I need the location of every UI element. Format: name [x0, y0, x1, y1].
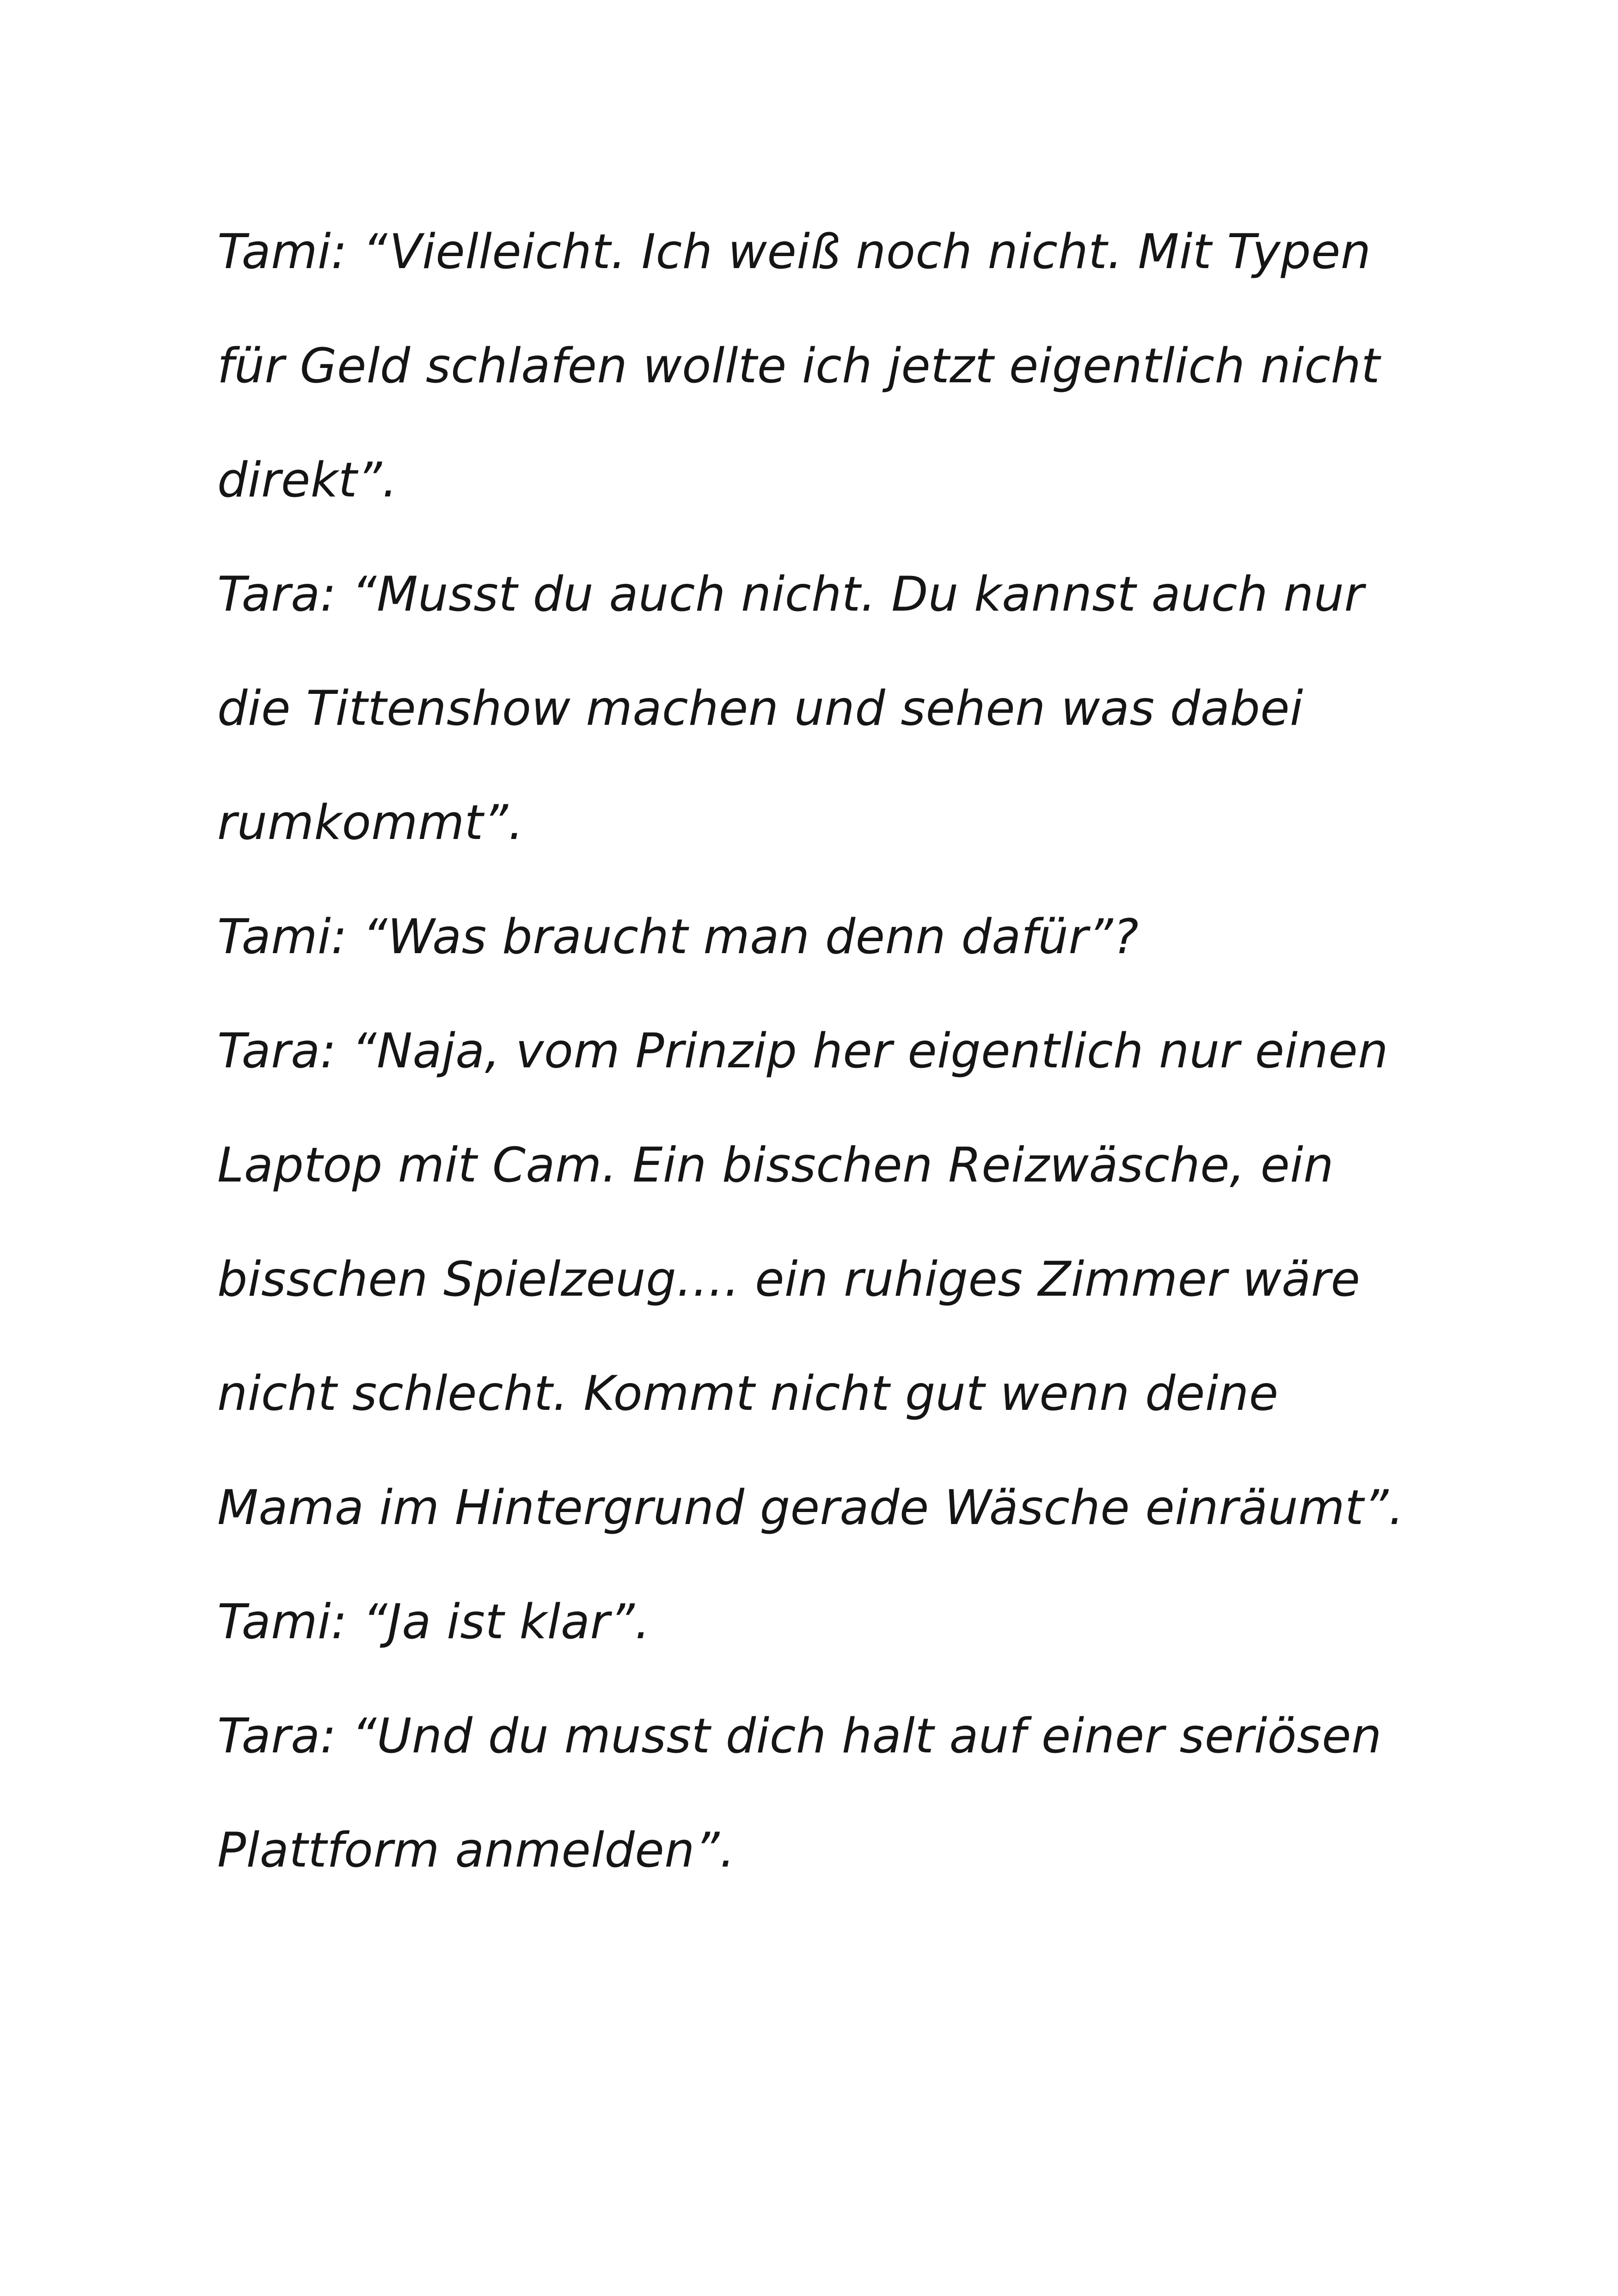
text-line: Tami: “Vielleicht. Ich weiß noch nicht. Mit Typen [217, 224, 1371, 280]
text-line: Tami: “Ja ist klar”. [217, 1594, 650, 1650]
dialogue-text [217, 217, 1465, 1930]
text-line: bisschen Spielzeug…. ein ruhiges Zimmer wäre [217, 1252, 1361, 1307]
text-line: Plattform anmelden”. [217, 1823, 735, 1878]
text-line: nicht schlecht. Kommt nicht gut wenn deine [217, 1366, 1279, 1421]
text-line: Tara: “Naja, vom Prinzip her eigentlich nur einen [217, 1023, 1389, 1079]
text-line: rumkommt”. [217, 795, 524, 851]
text-line: für Geld schlafen wollte ich jetzt eigentlich nicht [217, 338, 1380, 394]
text-line: die Tittenshow machen und sehen was dabei [217, 681, 1304, 736]
text-line: Tami: “Was braucht man denn dafür”? [217, 909, 1139, 965]
text-line: Tara: “Musst du auch nicht. Du kannst auch nur [217, 567, 1364, 622]
text-line: Mama im Hintergrund gerade Wäsche einräumt”. [217, 1480, 1404, 1536]
text-line: Tara: “Und du musst dich halt auf einer seriösen [217, 1708, 1382, 1764]
text-line: direkt”. [217, 453, 398, 508]
text-line: Laptop mit Cam. Ein bisschen Reizwäsche, ein [217, 1138, 1334, 1193]
